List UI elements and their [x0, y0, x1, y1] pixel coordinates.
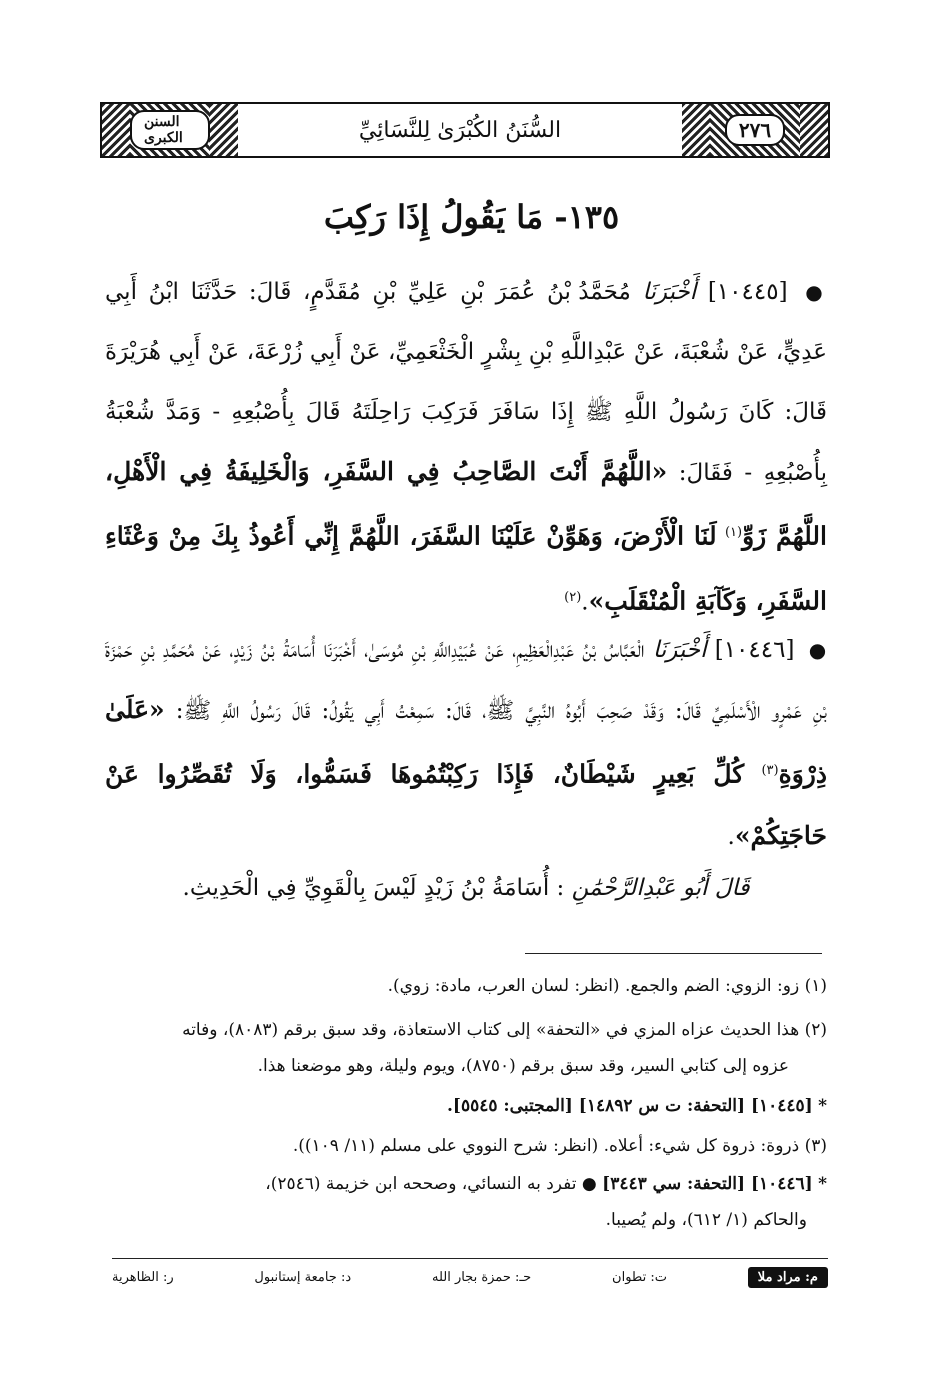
hadith-quote-continued: لَنَا الْأَرْضَ، وَهَوِّنْ عَلَيْنَا السَّفَرَ، اللَّهُمَّ إِنِّي أَعُوذُ بِكَ مِنْ وَعْثَاءِ السَّفَرِ، وَكَآبَةِ الْمُنْقَلَبِ»	[105, 521, 827, 616]
takhrij-1-text: [١٠٤٤٥] [التحفة: ت س ١٤٨٩٢] [المجتبى: ٥٥٤٥].	[446, 1096, 813, 1116]
footnote-3: (٣) ذروة: ذروة كل شيء: أعلاه. (انظر: شرح النووي على مسلم (١١/ ١٠٩)).	[292, 1136, 827, 1156]
author-note-text: : أُسَامَةُ بْنُ زَيْدٍ لَيْسَ بِالْقَوِيِّ فِي الْحَدِيثِ.	[182, 875, 565, 901]
author-name: قَالَ أَبُو عَبْدِالرَّحْمَٰنِ	[571, 875, 750, 901]
hadith-text: الْعَبَّاسُ بْنُ عَبْدِالْعَظِيمِ، عَنْ عُبَيْدِاللَّهِ بْنِ مُوسَىٰ، أَخْبَرَنَا أُسَامَةُ بْنُ زَيْدٍ، عَنْ مُحَمَّدِ بْنِ حَمْزَةَ بْنِ عَمْرٍو الْأَسْلَمِيِّ قَالَ: وَقَدْ صَحِبَ أَبُوهُ النَّبِيَّ ﷺ، قَالَ: سَمِعْتُ أَبِي يَقُولُ: قَالَ رَسُولُ اللَّهِ ﷺ:	[105, 637, 827, 724]
page-number: ٢٧٦	[725, 114, 785, 146]
logo-ornament	[130, 104, 210, 156]
book-title: السُّنَنُ الكُبْرَىٰ لِلنَّسَائِيِّ	[358, 117, 562, 143]
footnote-ref-3: (٣)	[761, 763, 779, 778]
footer-separator	[112, 1258, 828, 1259]
footnote-ref-2: (٢)	[564, 589, 582, 605]
ornament-divider-left	[210, 104, 238, 156]
manuscript-h: حـ: حمزة بجار الله	[431, 1269, 532, 1285]
manuscript-d: د: جامعة إستانبول	[254, 1269, 352, 1285]
footnote-separator	[525, 953, 822, 954]
hadith-quote: «عَلَىٰ ذِرْوَةِ	[105, 695, 827, 789]
logo-text: السنن الكبرى	[130, 110, 210, 150]
hadith-number: [١٠٤٤٦]	[714, 637, 795, 663]
akhbarana-word: أَخْبَرَنَا	[652, 637, 707, 663]
footnote-1: (١) زو: الزوي: الضم والجمع. (انظر: لسان العرب، مادة: زوي).	[387, 976, 827, 996]
hadith-paragraph-2	[105, 620, 827, 867]
takhrij-2-text: ● تفرد به النسائي، وصححه ابن خزيمة (٢٥٤٦)،	[265, 1174, 597, 1194]
sentence-end: .	[581, 589, 589, 616]
star-icon: *	[818, 1174, 827, 1194]
ornament-divider-right	[682, 104, 710, 156]
footnote-2	[110, 1012, 827, 1084]
hadith-quote: «اللَّهُمَّ أَنْتَ الصَّاحِبُ فِي السَّفَرِ، وَالْخَلِيفَةُ فِي الْأَهْلِ، اللَّهُمَّ زَوِّ	[105, 457, 827, 551]
hadith-paragraph-1	[105, 262, 827, 632]
page-number-ornament	[710, 104, 800, 156]
manuscript-m: م: مراد ملا	[748, 1267, 828, 1288]
manuscript-r: ر: الظاهرية	[112, 1269, 174, 1285]
ornament-border-right	[800, 104, 828, 156]
footnote-ref-1: (١)	[724, 525, 743, 540]
page-header	[100, 102, 830, 158]
footnote-2-line-2: عزوه إلى كتابي السير، وقد سبق برقم (٨٧٥٠)، ويوم وليلة، وهو موضعنا هذا.	[257, 1056, 789, 1076]
chapter-title: ١٣٥- مَا يَقُولُ إِذَا رَكِبَ	[323, 198, 620, 236]
hadith-number: [١٠٤٤٥]	[707, 279, 788, 305]
bullet-icon: ●	[805, 280, 828, 304]
takhrij-2	[110, 1166, 827, 1238]
manuscript-legend	[112, 1262, 828, 1292]
hadith-quote-continued: كُلِّ بَعِيرٍ شَيْطَانٌ، فَإِذَا رَكِبْتُمُوهَا فَسَمُّوا، وَلَا تُقَصِّرُوا عَنْ حَاجَتِكُمْ»	[105, 759, 827, 850]
footnote-2-line-1: (٢) هذا الحديث عزاه المزي في «التحفة» إلى كتاب الاستعاذة، وقد سبق برقم (٨٠٨٣)، وفاته	[182, 1020, 827, 1040]
takhrij-2-ref: [١٠٤٤٦] [التحفة: سي ٣٤٤٣]	[602, 1174, 813, 1194]
sentence-end: .	[727, 823, 735, 850]
takhrij-2-continued: والحاكم (١/ ٦١٢)، ولم يُصيبا.	[605, 1210, 807, 1230]
hadith-text: مُحَمَّدُ بْنُ عُمَرَ بْنِ عَلِيِّ بْنِ مُقَدَّمٍ، قَالَ: حَدَّثَنَا ابْنُ أَبِي عَدِيٍّ، عَنْ شُعْبَةَ، عَنْ عَبْدِاللَّهِ بْنِ بِشْرٍ الْخَثْعَمِيِّ، عَنْ أَبِي زُرْعَةَ، عَنْ أَبِي هُرَيْرَةَ قَالَ: كَانَ رَسُولُ اللَّهِ ﷺ إِذَا سَافَرَ فَرَكِبَ رَاحِلَتَهُ قَالَ بِأُصْبُعِهِ - وَمَدَّ شُعْبَةُ بِأُصْبُعِهِ - فَقَالَ:	[105, 279, 827, 486]
bullet-icon: ●	[808, 638, 828, 662]
akhbarana-word: أَخْبَرَنَا	[642, 279, 697, 305]
star-icon: *	[818, 1096, 827, 1116]
manuscript-t: ت: تطوان	[612, 1269, 667, 1285]
ornament-border-left	[102, 104, 130, 156]
author-note	[115, 858, 817, 918]
takhrij-1	[110, 1088, 827, 1124]
